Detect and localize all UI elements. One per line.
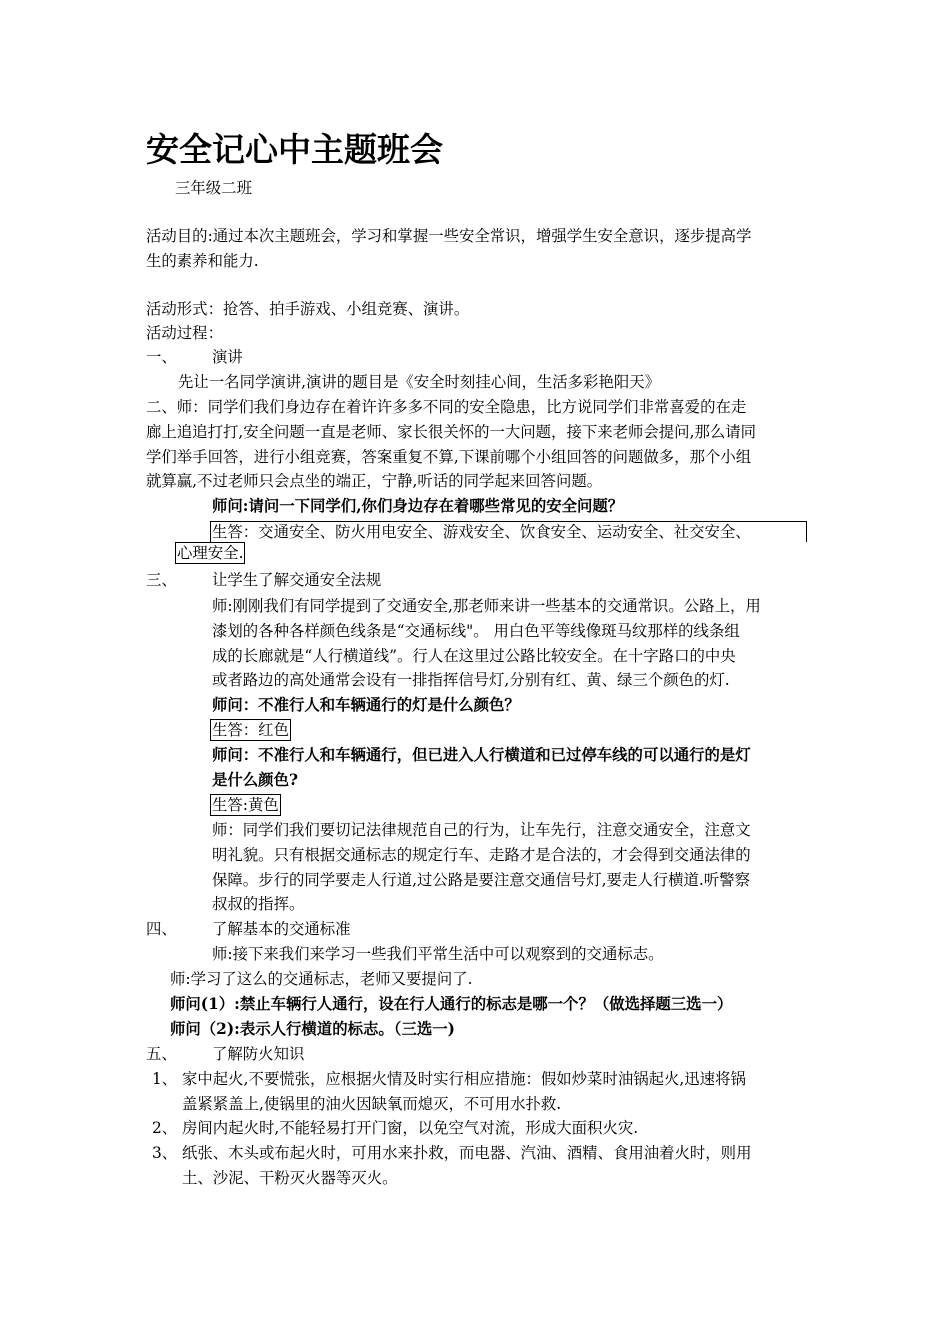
section-3-question-2-cont: 是什么颜色?: [212, 771, 298, 789]
list-item-text: 家中起火,不要慌张，应根据火情及时实行相应措施：假如炒菜时油锅起火,迅速将锅: [182, 1070, 746, 1088]
section-1-title: 演讲: [212, 348, 243, 366]
purpose-line-1: 活动目的:通过本次主题班会，学习和掌握一些安全常识，增强学生安全意识，逐步提高学: [146, 227, 752, 245]
section-1-body: 先让一名同学演讲,演讲的题目是《安全时刻挂心间，生活多彩艳阳天》: [178, 373, 661, 391]
section-2-line: 二、师：同学们我们身边存在着许许多多不同的安全隐患，比方说同学们非常喜爱的在走: [146, 398, 747, 416]
section-2-line: 就算赢,不过老师只会点坐的端正，宁静,听话的同学起来回答问题。: [146, 472, 603, 490]
list-item-number: 3、: [152, 1144, 178, 1162]
section-1-number: 一、: [146, 348, 177, 366]
list-item-number: 1、: [152, 1070, 178, 1088]
section-2-line: 廊上追追打打,安全问题一直是老师、家长很关怀的一大问题，接下来老师会提问,那么请同: [146, 423, 757, 441]
list-item-text: 纸张、木头或布起火时，可用水来扑救，而电器、汽油、酒精、食用油着火时，则用: [182, 1144, 752, 1162]
section-3-line: 漆划的各种各样颜色线条是“交通标线"。 用白色平等线像斑马纹那样的线条组: [212, 622, 740, 640]
section-2-line: 学们举手回答，进行小组竞赛，答案重复不算,下课前哪个小组回答的问题做多，那个小组: [146, 448, 752, 466]
list-item-number: 2、: [152, 1119, 178, 1137]
list-item-text: 土、沙泥、干粉灭火器等灭火。: [182, 1169, 398, 1187]
section-3-closing-line: 明礼貌。只有根据交通标志的规定行车、走路才是合法的，才会得到交通法律的: [212, 846, 751, 864]
section-4-title: 了解基本的交通标准: [212, 920, 351, 938]
section-2-answer-2: 心理安全.: [177, 544, 244, 562]
section-3-closing-line: 叔叔的指挥。: [212, 895, 305, 913]
section-2-question: 师问:请问一下同学们,你们身边存在着哪些常见的安全问题？: [212, 497, 624, 515]
section-4-question-1: 师问(1）:禁止车辆行人通行，设在行人通行的标志是哪一个？（做选择题三选一）: [170, 995, 733, 1013]
list-item-text: 房间内起火时,不能轻易打开门窗，以免空气对流，形成大面积火灾.: [182, 1119, 639, 1137]
section-4-question-2: 师问（2):表示人行横道的标志。（三选一): [170, 1020, 455, 1038]
activity-form: 活动形式：抢答、拍手游戏、小组竞赛、演讲。: [146, 300, 470, 318]
section-3-closing-line: 师：同学们我们要切记法律规范自己的行为，让车先行，注意交通安全，注意文: [212, 821, 751, 839]
document-title: 安全记心中主题班会: [146, 130, 443, 169]
section-3-title: 让学生了解交通安全法规: [212, 571, 382, 589]
section-3-question-2: 师问：不准行人和车辆通行，但已进入人行横道和已过停车线的可以通行的是灯: [212, 746, 751, 764]
section-3-line: 成的长廊就是“人行横道线”。行人在这里过公路比较安全。在十字路口的中央: [212, 647, 736, 665]
section-4-number: 四、: [146, 920, 177, 938]
section-5-number: 五、: [146, 1045, 177, 1063]
section-2-answer-1: 生答：交通安全、防火用电安全、游戏安全、饮食安全、运动安全、社交安全、: [210, 521, 807, 542]
activity-process: 活动过程：: [146, 324, 223, 342]
section-3-answer-1: 生答：红色: [212, 721, 289, 739]
list-item-text: 盖紧紧盖上,使锅里的油火因缺氧而熄灭，不可用水扑救.: [182, 1095, 562, 1113]
section-3-line: 或者路边的高处通常会设有一排指挥信号灯,分别有红、黄、绿三个颜色的灯.: [212, 671, 730, 689]
section-4-line-2: 师:学习了这么的交通标志，老师又要提问了.: [170, 970, 473, 988]
purpose-line-2: 生的素养和能力.: [146, 252, 259, 270]
section-3-line: 师:刚刚我们有同学提到了交通安全,那老师来讲一些基本的交通常识。公路上，用: [212, 597, 761, 615]
section-5-title: 了解防火知识: [212, 1045, 305, 1063]
section-4-line-1: 师:接下来我们来学习一些我们平常生活中可以观察到的交通标志。: [212, 945, 664, 963]
section-3-question-1: 师问：不准行人和车辆通行的灯是什么颜色？: [212, 696, 520, 714]
section-3-closing-line: 保障。步行的同学要走人行道,过公路是要注意交通信号灯,要走人行横道.听警察: [212, 871, 750, 889]
class-name: 三年级二班: [175, 179, 252, 197]
section-3-number: 三、: [146, 571, 177, 589]
section-3-answer-2: 生答:黄色: [212, 796, 279, 814]
